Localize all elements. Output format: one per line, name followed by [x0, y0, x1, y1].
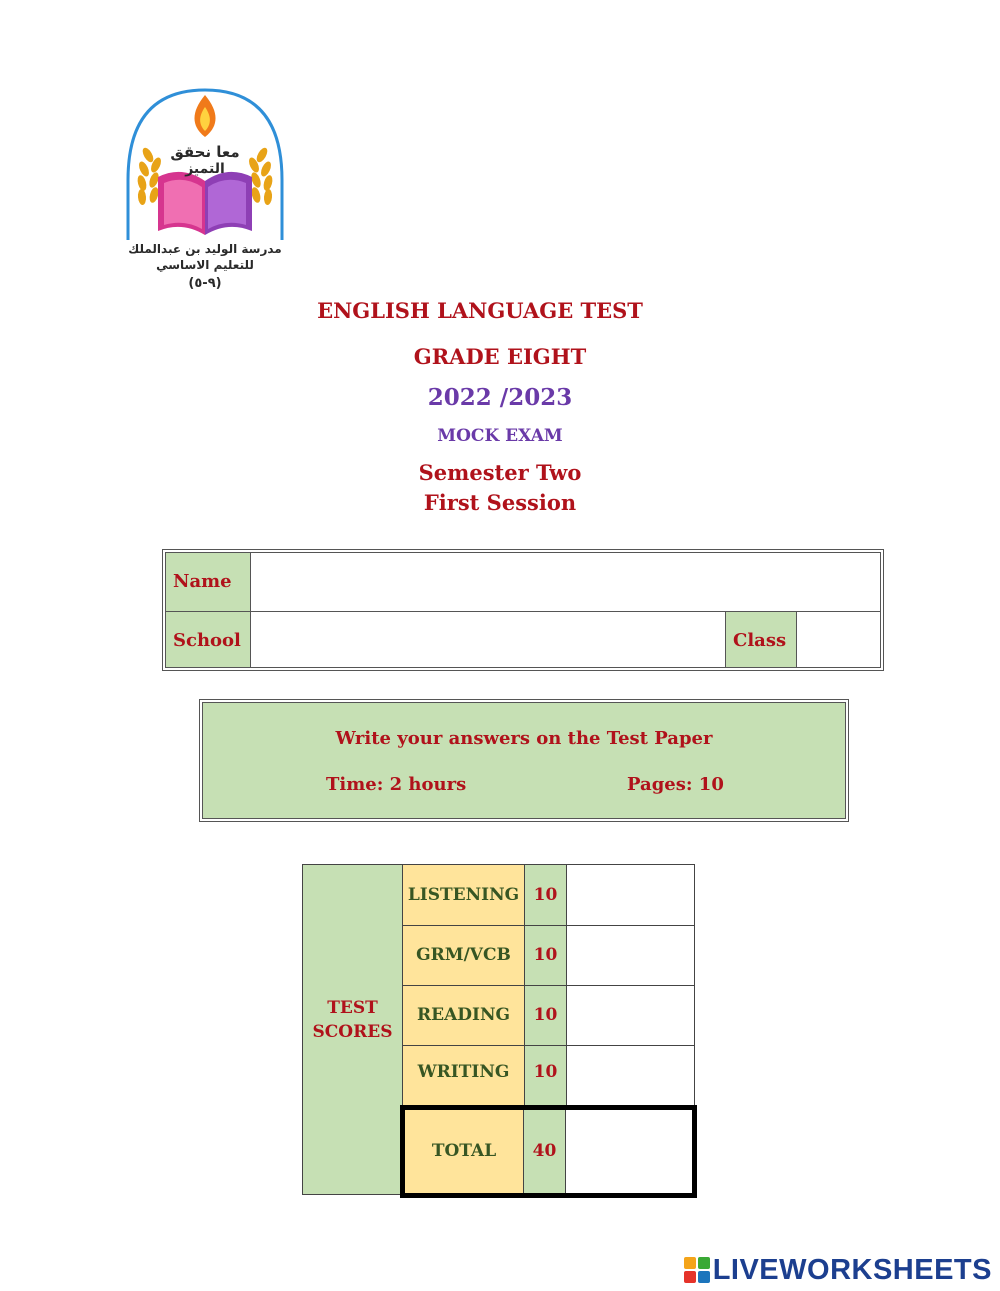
logo-grades: (٩-٥): [188, 276, 222, 291]
test-scores-table: [302, 864, 695, 1195]
school-logo: [120, 85, 290, 300]
logo-motto-line1: معا نحقق: [170, 143, 240, 161]
grade-label: GRADE EIGHT: [413, 344, 587, 369]
time-label: Time: 2 hours: [326, 774, 467, 795]
instructions-box: [199, 699, 849, 822]
test-scores-header-line2: SCORES: [312, 1022, 393, 1042]
score-row-name: WRITING: [402, 1045, 524, 1105]
total-score-input[interactable]: [566, 1110, 692, 1193]
school-year: 2022 /2023: [427, 384, 573, 411]
score-row-max: 10: [524, 1045, 566, 1105]
pages-label: Pages: 10: [627, 774, 724, 795]
class-field[interactable]: [797, 611, 880, 667]
school-field[interactable]: [251, 611, 726, 667]
score-row-name: READING: [402, 985, 524, 1045]
score-row-name: GRM/VCB: [402, 925, 524, 985]
score-input-grammar-vocab[interactable]: [566, 925, 694, 985]
score-input-listening[interactable]: [566, 865, 694, 925]
score-row-max: 10: [524, 985, 566, 1045]
class-label: Class: [726, 611, 797, 667]
instructions-line: Write your answers on the Test Paper: [335, 728, 713, 749]
liveworksheets-logo-icon: [684, 1257, 710, 1283]
logo-school-line1: مدرسة الوليد بن عبدالملك: [128, 242, 282, 256]
total-max: 40: [524, 1110, 566, 1193]
score-row-max: 10: [524, 865, 566, 925]
school-label: School: [166, 611, 251, 667]
session-label: First Session: [423, 490, 577, 515]
liveworksheets-wordmark: LIVEWORKSHEETS: [712, 1253, 992, 1286]
test-scores-header: [303, 865, 402, 1194]
logo-emblem: [120, 85, 290, 300]
score-input-reading[interactable]: [566, 985, 694, 1045]
student-info-table: [162, 549, 884, 671]
logo-motto-line2: التميز: [185, 161, 225, 177]
name-field[interactable]: [251, 553, 880, 611]
exam-type: MOCK EXAM: [437, 426, 563, 446]
liveworksheets-brand: [684, 1252, 992, 1288]
test-scores-header-line1: TEST: [327, 998, 378, 1018]
total-row: [400, 1105, 697, 1198]
total-label: TOTAL: [405, 1110, 524, 1193]
score-input-writing[interactable]: [566, 1045, 694, 1105]
semester-label: Semester Two: [418, 460, 582, 485]
logo-school-line2: للتعليم الاساسي: [156, 258, 254, 272]
score-row-name: LISTENING: [402, 865, 524, 925]
name-label: Name: [166, 553, 251, 611]
score-row-max: 10: [524, 925, 566, 985]
test-title: ENGLISH LANGUAGE TEST: [317, 298, 643, 323]
